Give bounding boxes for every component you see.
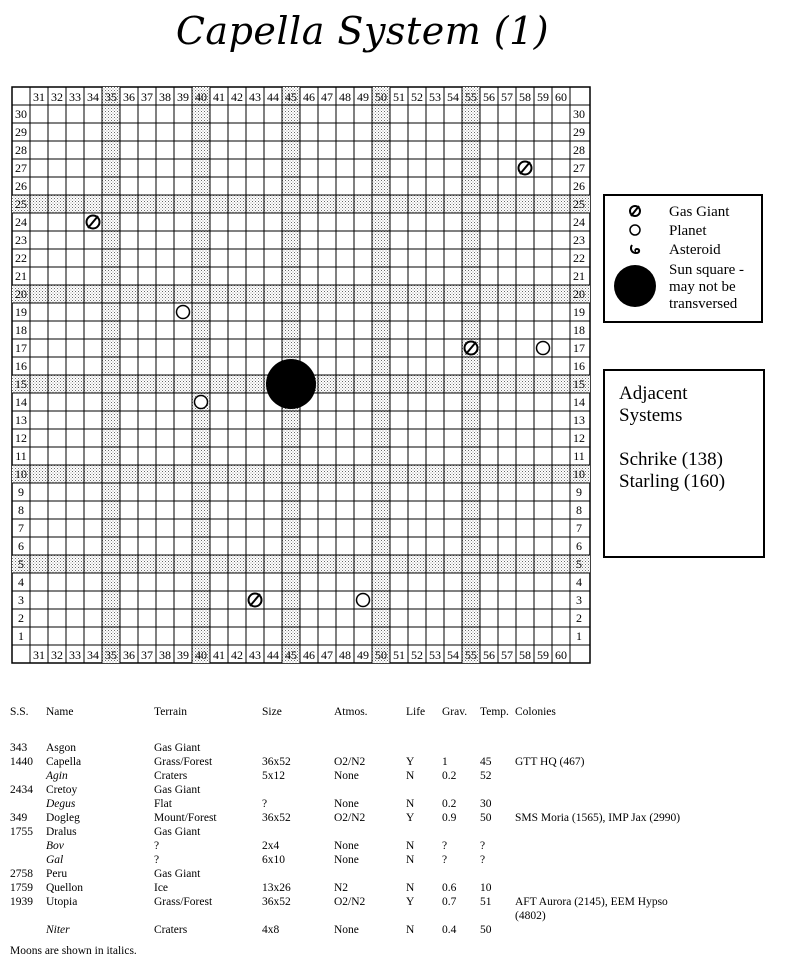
x-tick-label: 42	[231, 648, 243, 662]
legend-box	[603, 194, 763, 323]
x-tick-label: 55	[465, 648, 477, 662]
sun-icon	[266, 359, 316, 409]
y-tick-label: 19	[573, 305, 585, 319]
x-tick-label: 40	[195, 648, 207, 662]
table-cell-size: 6x10	[262, 854, 285, 866]
x-tick-label: 40	[195, 90, 207, 104]
y-tick-label: 12	[15, 431, 27, 445]
table-cell-life: N	[406, 882, 415, 894]
table-cell-name: Bov	[46, 840, 64, 852]
table-cell-terrain: Craters	[154, 770, 188, 782]
x-tick-label: 45	[285, 648, 297, 662]
table-cell-atmos: O2/N2	[334, 812, 366, 824]
x-tick-label: 52	[411, 648, 423, 662]
table-cell-life: N	[406, 854, 415, 866]
x-tick-label: 33	[69, 90, 81, 104]
table-cell-life: Y	[406, 756, 415, 768]
y-tick-label: 18	[15, 323, 27, 337]
legend-planet-label: Planet	[669, 223, 707, 239]
y-tick-label: 12	[573, 431, 585, 445]
y-tick-label: 6	[18, 539, 24, 553]
table-cell-name: Niter	[46, 924, 70, 936]
table-cell-grav: 1	[442, 756, 448, 768]
table-cell-name: Quellon	[46, 882, 84, 894]
shaded-row	[12, 195, 590, 213]
y-tick-label: 7	[576, 521, 582, 535]
adjacent-systems-box	[603, 369, 765, 558]
y-tick-label: 6	[576, 539, 582, 553]
table-cell-atmos: None	[334, 854, 359, 866]
adjacent-heading-line1: Adjacent	[619, 383, 688, 404]
x-tick-label: 35	[105, 648, 117, 662]
y-tick-label: 4	[576, 575, 582, 589]
table-cell-life: Y	[406, 896, 415, 908]
x-tick-label: 57	[501, 648, 513, 662]
header-cell: S.S.	[10, 706, 29, 718]
table-cell-name: Asgon	[46, 742, 77, 754]
table-cell-size: ?	[262, 798, 268, 810]
table-cell-colonies: AFT Aurora (2145), EEM Hypso	[515, 896, 668, 908]
y-tick-label: 8	[18, 503, 24, 517]
planet-icon	[357, 594, 370, 607]
adjacent-system-item: Schrike (138)	[619, 449, 723, 470]
table-cell-terrain: Ice	[154, 882, 169, 894]
table-cell-name: Gal	[46, 854, 64, 866]
y-tick-label: 24	[15, 215, 27, 229]
x-tick-label: 44	[267, 648, 279, 662]
y-tick-label: 28	[573, 143, 585, 157]
legend-asteroid-label: Asteroid	[669, 242, 721, 258]
x-tick-label: 41	[213, 648, 225, 662]
table-cell-grav: 0.6	[442, 882, 457, 894]
x-tick-label: 36	[123, 648, 135, 662]
table-cell-size: 36x52	[262, 812, 291, 824]
gas-giant-icon	[249, 594, 262, 607]
header-cell: Atmos.	[334, 706, 368, 718]
adjacent-system-item: Starling (160)	[619, 471, 726, 492]
legend-gas-giant-label: Gas Giant	[669, 204, 730, 220]
table-cell-life: N	[406, 924, 415, 936]
header-cell: Size	[262, 706, 282, 718]
x-tick-label: 39	[177, 648, 189, 662]
table-cell-atmos: N2	[334, 882, 349, 894]
y-tick-label: 14	[15, 395, 27, 409]
planet-icon	[177, 306, 190, 319]
x-tick-label: 58	[519, 648, 531, 662]
table-cell-name: Degus	[46, 798, 76, 810]
table-cell-name: Peru	[46, 868, 68, 880]
x-tick-label: 60	[555, 648, 567, 662]
header-cell: Colonies	[515, 706, 556, 718]
planet-icon	[195, 396, 208, 409]
table-cell-life: N	[406, 798, 415, 810]
x-tick-label: 52	[411, 90, 423, 104]
x-tick-label: 50	[375, 90, 387, 104]
y-tick-label: 25	[15, 197, 27, 211]
y-tick-label: 2	[18, 611, 24, 625]
adjacent-heading-line2: Systems	[619, 405, 683, 426]
table-cell-size: 13x26	[262, 882, 291, 894]
legend-sun-label	[669, 262, 744, 313]
table-cell-terrain: ?	[154, 840, 160, 852]
y-tick-label: 28	[15, 143, 27, 157]
y-tick-label: 16	[573, 359, 585, 373]
table-cell-life: N	[406, 770, 415, 782]
table-cell-ss: 2758	[10, 868, 33, 880]
y-tick-label: 22	[15, 251, 27, 265]
header-cell: Life	[406, 706, 426, 718]
x-tick-label: 56	[483, 90, 495, 104]
x-tick-label: 37	[141, 648, 153, 662]
y-tick-label: 10	[573, 467, 585, 481]
y-tick-label: 14	[573, 395, 585, 409]
table-cell-atmos: None	[334, 924, 359, 936]
x-tick-label: 57	[501, 90, 513, 104]
x-tick-label: 48	[339, 90, 351, 104]
y-tick-label: 15	[573, 377, 585, 391]
table-cell-size: 2x4	[262, 840, 280, 852]
x-tick-label: 54	[447, 648, 459, 662]
x-tick-label: 38	[159, 90, 171, 104]
table-cell-terrain: ?	[154, 854, 160, 866]
table-cell-colonies: GTT HQ (467)	[515, 756, 585, 768]
x-tick-label: 32	[51, 90, 63, 104]
y-tick-label: 27	[15, 161, 27, 175]
y-tick-label: 20	[15, 287, 27, 301]
x-tick-label: 33	[69, 648, 81, 662]
y-tick-label: 30	[573, 107, 585, 121]
y-tick-label: 4	[18, 575, 24, 589]
x-tick-label: 59	[537, 90, 549, 104]
x-tick-label: 51	[393, 90, 405, 104]
table-cell-atmos: None	[334, 840, 359, 852]
y-tick-label: 23	[573, 233, 585, 247]
table-cell-size: 36x52	[262, 756, 291, 768]
y-tick-label: 17	[573, 341, 585, 355]
header-cell: Temp.	[480, 706, 509, 718]
asteroid-icon	[625, 242, 645, 261]
x-tick-label: 34	[87, 90, 99, 104]
table-cell-colonies: SMS Moria (1565), IMP Jax (2990)	[515, 812, 681, 824]
table-cell-terrain: Gas Giant	[154, 742, 201, 754]
table-cell-grav: ?	[442, 854, 448, 866]
y-tick-label: 13	[573, 413, 585, 427]
table-cell-size: 4x8	[262, 924, 280, 936]
table-cell-temp: ?	[480, 854, 486, 866]
x-tick-label: 47	[321, 90, 333, 104]
header-cell: Name	[46, 706, 74, 718]
table-cell-terrain: Mount/Forest	[154, 812, 217, 824]
y-tick-label: 29	[15, 125, 27, 139]
y-tick-label: 9	[576, 485, 582, 499]
table-cell-terrain: Gas Giant	[154, 826, 201, 838]
planet-icon	[625, 223, 645, 242]
table-cell-temp: 50	[480, 812, 492, 824]
table-cell-ss: 343	[10, 742, 28, 754]
x-tick-label: 41	[213, 90, 225, 104]
table-cell-atmos: O2/N2	[334, 756, 366, 768]
y-tick-label: 19	[15, 305, 27, 319]
x-tick-label: 54	[447, 90, 459, 104]
legend-sun-line1: Sun square -	[669, 262, 744, 278]
y-tick-label: 21	[573, 269, 585, 283]
shaded-row	[12, 285, 590, 303]
gas-giant-icon	[519, 162, 532, 175]
table-cell-temp: ?	[480, 840, 486, 852]
y-tick-label: 20	[573, 287, 585, 301]
y-tick-label: 5	[18, 557, 24, 571]
table-cell-temp: 30	[480, 798, 492, 810]
x-tick-label: 55	[465, 90, 477, 104]
y-tick-label: 25	[573, 197, 585, 211]
gas-giant-icon	[87, 216, 100, 229]
gas-giant-icon	[465, 342, 478, 355]
y-tick-label: 26	[15, 179, 27, 193]
gas-giant-icon	[625, 204, 645, 223]
x-tick-label: 50	[375, 648, 387, 662]
table-cell-name: Dralus	[46, 826, 77, 838]
table-cell-grav: 0.4	[442, 924, 457, 936]
x-tick-label: 39	[177, 90, 189, 104]
table-cell-name: Cretoy	[46, 784, 78, 796]
header-cell: Terrain	[154, 706, 188, 718]
x-tick-label: 34	[87, 648, 99, 662]
x-tick-label: 35	[105, 90, 117, 104]
sun-icon	[613, 262, 657, 313]
table-cell-size: 5x12	[262, 770, 285, 782]
y-tick-label: 23	[15, 233, 27, 247]
table-cell-ss: 1759	[10, 882, 33, 894]
shaded-row	[12, 465, 590, 483]
y-tick-label: 3	[576, 593, 582, 607]
planet-icon	[537, 342, 550, 355]
y-tick-label: 30	[15, 107, 27, 121]
y-tick-label: 27	[573, 161, 585, 175]
y-tick-label: 29	[573, 125, 585, 139]
table-cell-terrain: Craters	[154, 924, 188, 936]
y-tick-label: 21	[15, 269, 27, 283]
y-tick-label: 13	[15, 413, 27, 427]
x-tick-label: 31	[33, 90, 45, 104]
legend-sun-line3: transversed	[669, 296, 738, 312]
table-cell-grav: 0.9	[442, 812, 457, 824]
y-tick-label: 26	[573, 179, 585, 193]
legend-sun-line2: may not be	[669, 279, 736, 295]
table-cell-terrain: Flat	[154, 798, 172, 810]
x-tick-label: 46	[303, 648, 315, 662]
y-tick-label: 8	[576, 503, 582, 517]
y-tick-label: 9	[18, 485, 24, 499]
table-cell-terrain: Gas Giant	[154, 784, 201, 796]
x-tick-label: 37	[141, 90, 153, 104]
table-cell-ss: 2434	[10, 784, 33, 796]
table-cell-terrain: Gas Giant	[154, 868, 201, 880]
y-tick-label: 10	[15, 467, 27, 481]
y-tick-label: 7	[18, 521, 24, 535]
x-tick-label: 51	[393, 648, 405, 662]
table-cell-atmos: None	[334, 798, 359, 810]
y-tick-label: 16	[15, 359, 27, 373]
y-tick-label: 15	[15, 377, 27, 391]
y-tick-label: 11	[573, 449, 585, 463]
table-cell-grav: ?	[442, 840, 448, 852]
table-cell-colonies: (4802)	[515, 910, 546, 922]
y-tick-label: 5	[576, 557, 582, 571]
x-tick-label: 56	[483, 648, 495, 662]
table-cell-name: Dogleg	[46, 812, 80, 824]
x-tick-label: 60	[555, 90, 567, 104]
x-tick-label: 43	[249, 648, 261, 662]
x-tick-label: 44	[267, 90, 279, 104]
x-tick-label: 43	[249, 90, 261, 104]
x-tick-label: 38	[159, 648, 171, 662]
x-tick-label: 36	[123, 90, 135, 104]
table-cell-ss: 1755	[10, 826, 33, 838]
table-cell-temp: 10	[480, 882, 492, 894]
x-tick-label: 53	[429, 90, 441, 104]
x-tick-label: 31	[33, 648, 45, 662]
footnote: Moons are shown in italics.	[10, 945, 137, 957]
table-cell-life: Y	[406, 812, 415, 824]
table-cell-name: Capella	[46, 756, 82, 768]
x-tick-label: 49	[357, 648, 369, 662]
y-tick-label: 1	[18, 629, 24, 643]
x-tick-label: 48	[339, 648, 351, 662]
table-cell-temp: 51	[480, 896, 492, 908]
y-tick-label: 2	[576, 611, 582, 625]
y-tick-label: 11	[15, 449, 27, 463]
x-tick-label: 58	[519, 90, 531, 104]
table-cell-terrain: Grass/Forest	[154, 896, 213, 908]
table-cell-atmos: O2/N2	[334, 896, 366, 908]
x-tick-label: 42	[231, 90, 243, 104]
y-tick-label: 1	[576, 629, 582, 643]
y-tick-label: 24	[573, 215, 585, 229]
table-cell-terrain: Grass/Forest	[154, 756, 213, 768]
table-cell-name: Agin	[46, 770, 68, 782]
y-tick-label: 22	[573, 251, 585, 265]
y-tick-label: 3	[18, 593, 24, 607]
table-cell-life: N	[406, 840, 415, 852]
y-tick-label: 18	[573, 323, 585, 337]
table-cell-grav: 0.2	[442, 798, 457, 810]
x-tick-label: 53	[429, 648, 441, 662]
table-cell-ss: 1440	[10, 756, 33, 768]
table-cell-temp: 52	[480, 770, 492, 782]
table-cell-grav: 0.7	[442, 896, 457, 908]
x-tick-label: 32	[51, 648, 63, 662]
table-cell-atmos: None	[334, 770, 359, 782]
x-tick-label: 45	[285, 90, 297, 104]
shaded-row	[12, 555, 590, 573]
table-cell-size: 36x52	[262, 896, 291, 908]
x-tick-label: 49	[357, 90, 369, 104]
table-cell-temp: 50	[480, 924, 492, 936]
y-tick-label: 17	[15, 341, 27, 355]
x-tick-label: 47	[321, 648, 333, 662]
table-cell-name: Utopia	[46, 896, 78, 908]
header-cell: Grav.	[442, 706, 468, 718]
table-cell-ss: 1939	[10, 896, 33, 908]
page-title: Capella System (1)	[175, 9, 550, 53]
x-tick-label: 46	[303, 90, 315, 104]
table-cell-ss: 349	[10, 812, 28, 824]
x-tick-label: 59	[537, 648, 549, 662]
table-cell-grav: 0.2	[442, 770, 457, 782]
table-cell-temp: 45	[480, 756, 492, 768]
